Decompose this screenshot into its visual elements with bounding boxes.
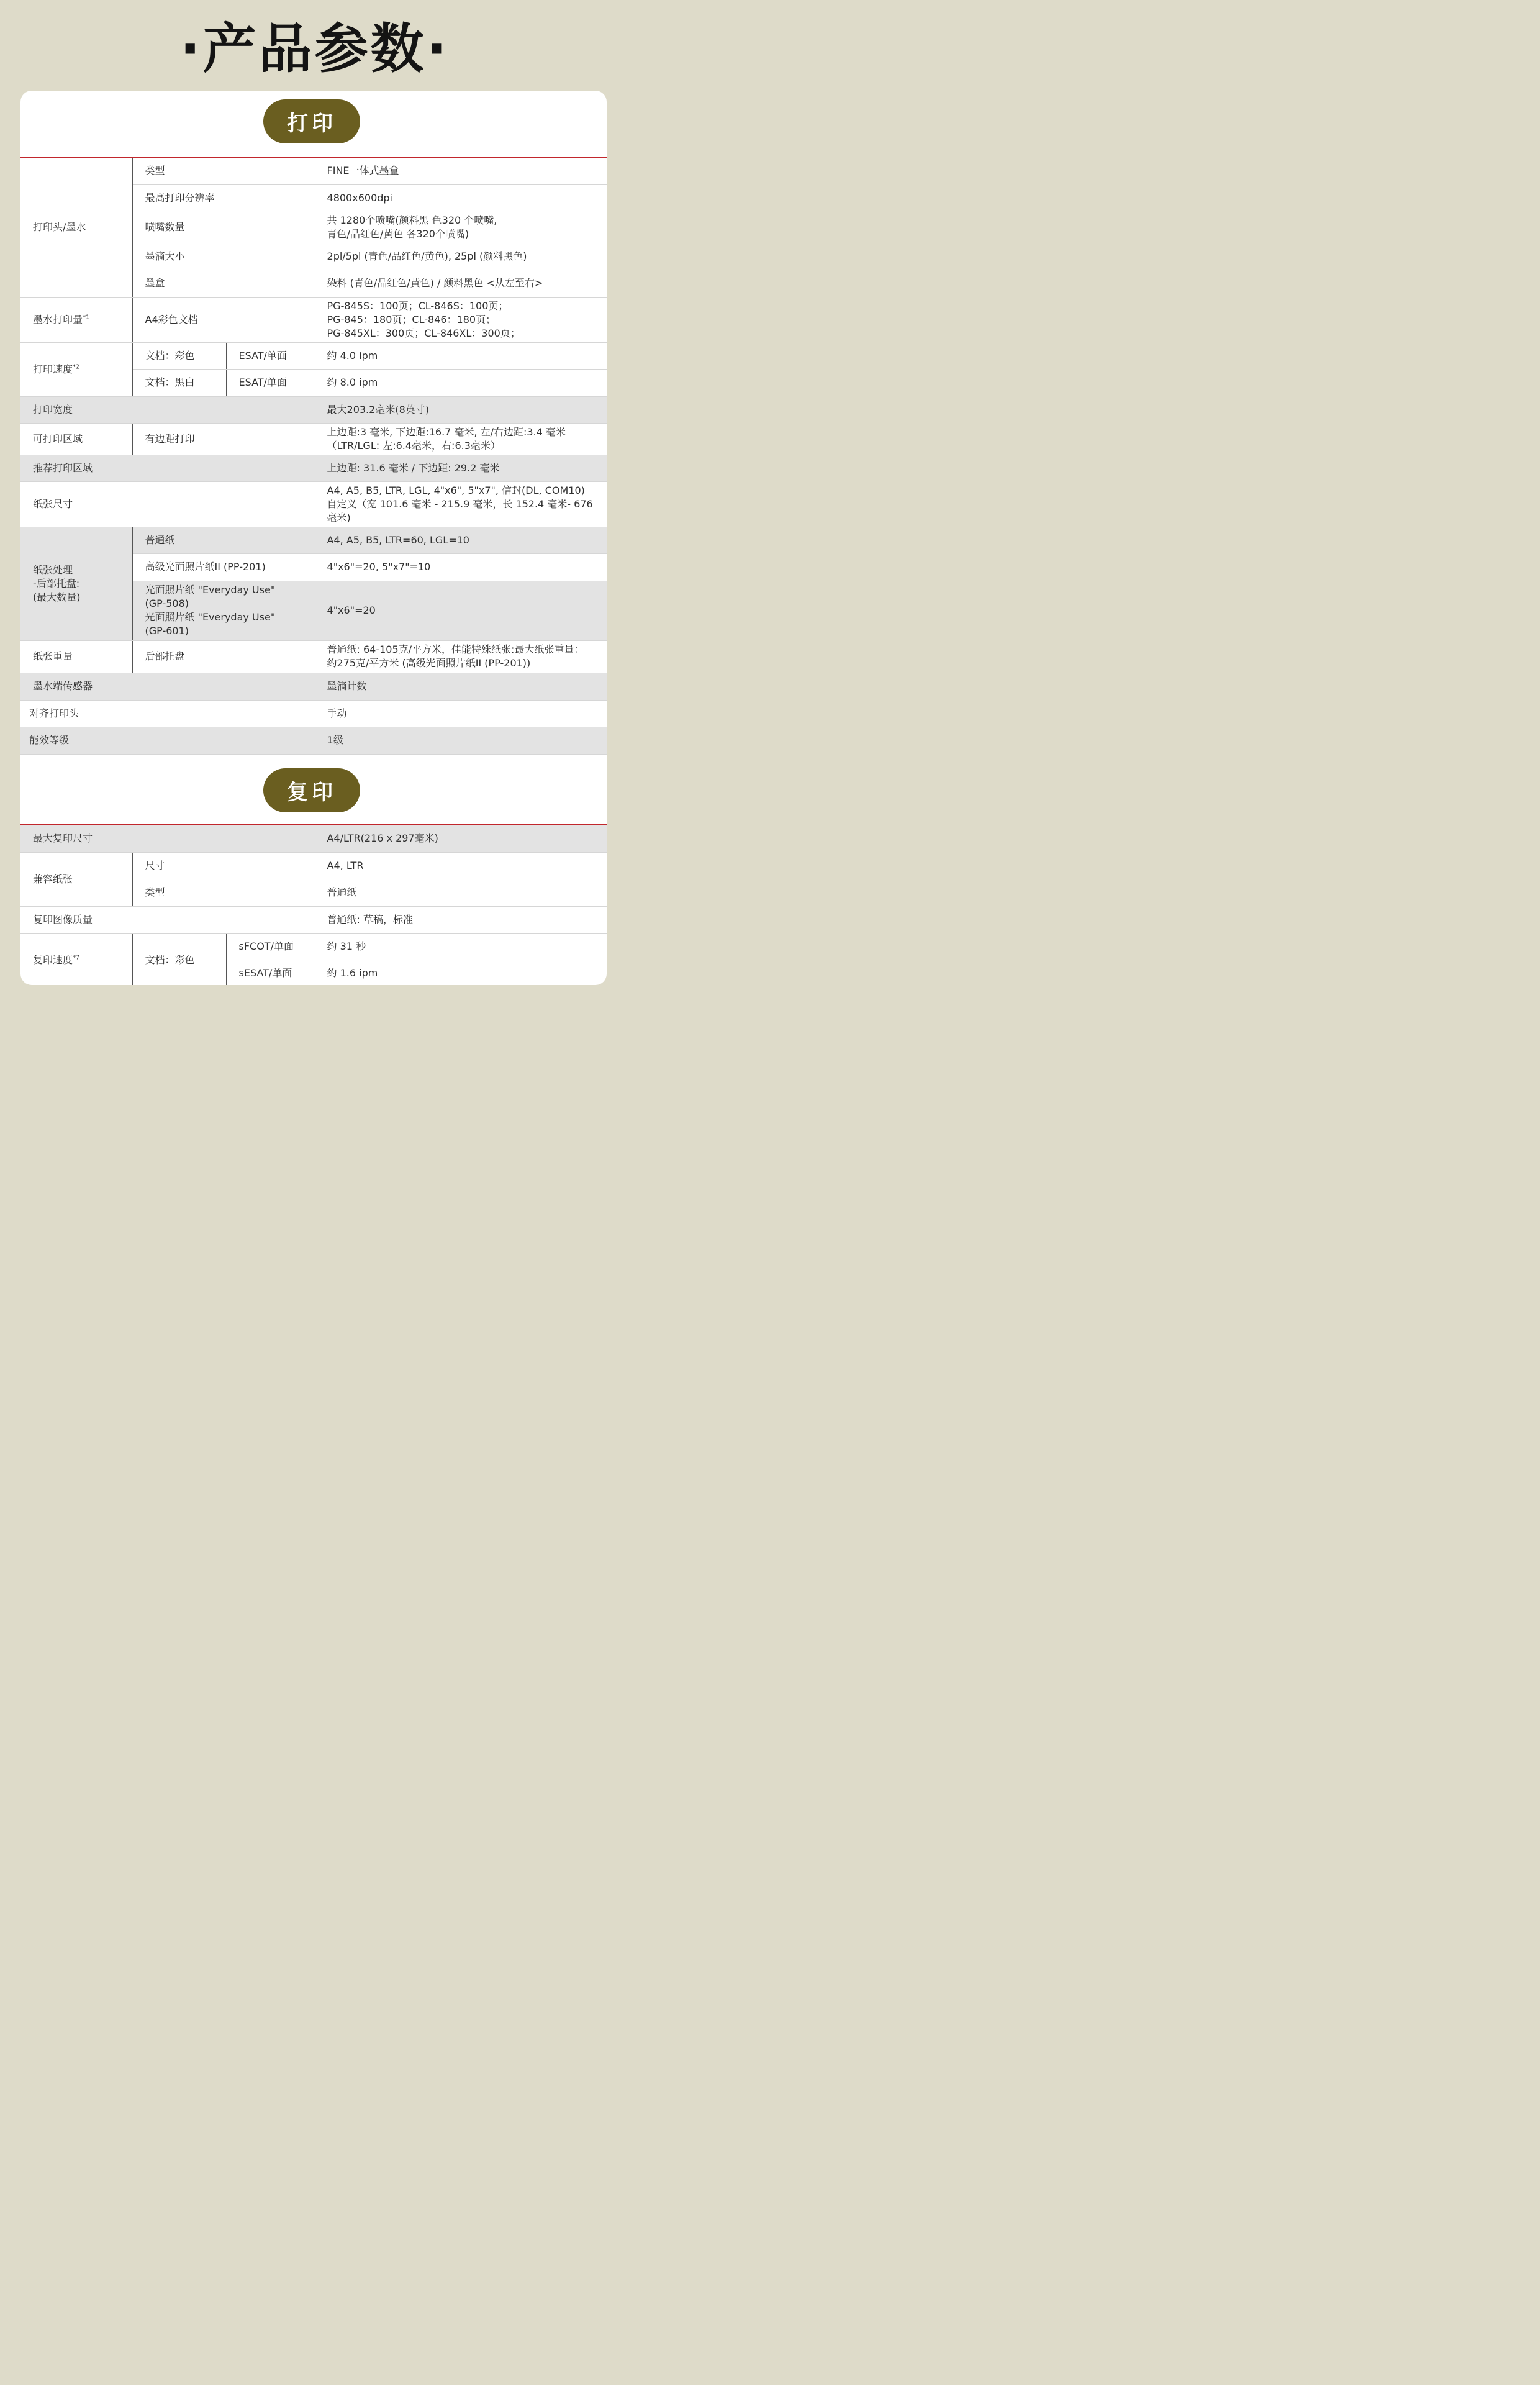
value-cell: FINE一体式墨盒 [314,158,607,184]
value-cell: 手动 [314,700,607,727]
row-label: 兼容纸张 [20,852,132,906]
value-cell: 4800x600dpi [314,184,607,212]
table-row [20,673,607,700]
sub-label: 喷嘴数量 [132,212,314,243]
value-cell [314,423,607,455]
table-row [20,342,607,369]
mode: sFCOT/单面 [226,933,314,960]
table-row [20,455,607,481]
value-line: 毫米) [327,511,351,524]
table-row [20,727,607,754]
value-cell: A4, A5, B5, LTR=60, LGL=10 [314,527,607,553]
table-row [20,700,607,727]
table-row [20,158,607,184]
label-line: 光面照片纸 "Everyday Use" [145,611,276,623]
sub-label: 类型 [132,879,314,906]
value-cell: 约 1.6 ipm [314,960,607,985]
sub-label: 后部托盘 [132,640,314,673]
copy-spec-table [20,825,607,985]
value-cell: 普通纸 [314,879,607,906]
sub-label: 高级光面照片纸II (PP-201) [132,553,314,581]
label-line: 纸张处理 [33,563,73,576]
row-label [20,527,132,640]
value-cell: 2pl/5pl (青色/品红色/黄色), 25pl (颜料黑色) [314,243,607,270]
value-cell [314,212,607,243]
sub-label: 有边距打印 [132,423,314,455]
label-line: (最大数量) [33,591,81,603]
row-label: 墨水端传感器 [20,673,314,700]
value-cell: 4"x6"=20, 5"x7"=10 [314,553,607,581]
sub-label: 普通纸 [132,527,314,553]
table-row [20,825,607,852]
row-label: 纸张尺寸 [20,481,314,527]
row-label: 复印图像质量 [20,906,314,933]
sub-label: 尺寸 [132,852,314,879]
value-cell: 约 8.0 ipm [314,369,607,396]
table-row [20,906,607,933]
row-label: 最大复印尺寸 [20,825,314,852]
row-label: 对齐打印头 [20,700,314,727]
label-line: -后部托盘: [33,577,80,589]
row-label: 能效等级 [20,727,314,754]
row-label [20,342,132,396]
label-line: 光面照片纸 "Everyday Use" [145,584,276,596]
sub-label: 墨盒 [132,270,314,297]
page-title: ·产品参数· [179,17,450,80]
value-cell [314,481,607,527]
sub-label [132,581,314,640]
value-cell: 上边距: 31.6 毫米 / 下边距: 29.2 毫米 [314,455,607,481]
sub-label: 最高打印分辨率 [132,184,314,212]
footnote-marker: *2 [73,363,80,371]
value-line: 青色/品红色/黄色 各320个喷嘴) [327,228,469,240]
label-line: (GP-508) [145,597,189,609]
sub-label: 墨滴大小 [132,243,314,270]
copy-speed-label: 复印速度 [33,953,73,966]
value-cell: 约 31 秒 [314,933,607,960]
value-cell: 普通纸: 草稿，标准 [314,906,607,933]
sub-label: 类型 [132,158,314,184]
value-cell [314,297,607,342]
spec-card [20,91,607,985]
value-line: 约275克/平方米 (高级光面照片纸II (PP-201)) [327,657,531,669]
value-line: 自定义（宽 101.6 毫米 - 215.9 毫米，长 152.4 毫米- 676 [327,497,593,510]
mode: ESAT/单面 [226,342,314,369]
print-section-header: 打印 [263,99,360,143]
value-cell: A4, LTR [314,852,607,879]
value-line: 普通纸: 64-105克/平方米，佳能特殊纸张:最大纸张重量： [327,643,584,655]
row-label: 推荐打印区域 [20,455,314,481]
table-row [20,527,607,553]
value-cell: 墨滴计数 [314,673,607,700]
row-label: 打印头/墨水 [20,158,132,297]
value-line: 共 1280个喷嘴(颜料黑 色320 个喷嘴, [327,214,497,226]
doc-type: 文档：黑白 [132,369,226,396]
print-spec-table [20,158,607,755]
value-line: PG-845XL：300页；CL-846XL：300页； [327,327,520,339]
value-cell: 最大203.2毫米(8英寸) [314,396,607,423]
table-row [20,396,607,423]
row-label: 打印宽度 [20,396,314,423]
footnote-marker: *1 [83,314,90,321]
table-row [20,481,607,527]
table-row [20,640,607,673]
value-cell: A4/LTR(216 x 297毫米) [314,825,607,852]
sub-label: A4彩色文档 [132,297,314,342]
value-line: A4, A5, B5, LTR, LGL, 4"x6", 5"x7", 信封(DL, COM10) [327,484,585,496]
value-cell [314,640,607,673]
doc-type: 文档：彩色 [132,342,226,369]
value-line: 上边距:3 毫米, 下边距:16.7 毫米, 左/右边距:3.4 毫米 [327,425,566,438]
row-label [20,297,132,342]
footnote-marker: *7 [73,954,80,961]
value-cell: 约 4.0 ipm [314,342,607,369]
value-cell: 染料 (青色/品红色/黄色) / 颜料黑色 <从左至右> [314,270,607,297]
row-label: 可打印区域 [20,423,132,455]
table-row [20,933,607,960]
row-label [20,933,132,985]
label-line: (GP-601) [145,625,189,637]
mode: sESAT/单面 [226,960,314,985]
print-speed-label: 打印速度 [33,363,73,375]
value-cell: 4"x6"=20 [314,581,607,640]
value-line: （LTR/LGL: 左:6.4毫米，右:6.3毫米） [327,439,500,452]
doc-type: 文档：彩色 [132,933,226,985]
value-line: PG-845S：100页；CL-846S：100页； [327,299,509,312]
table-row [20,297,607,342]
value-line: PG-845：180页；CL-846：180页； [327,313,496,325]
value-cell: 1级 [314,727,607,754]
row-label: 纸张重量 [20,640,132,673]
mode: ESAT/单面 [226,369,314,396]
copy-section-header: 复印 [263,768,360,812]
table-row [20,423,607,455]
table-row [20,852,607,879]
ink-yield-label: 墨水打印量 [33,313,83,325]
